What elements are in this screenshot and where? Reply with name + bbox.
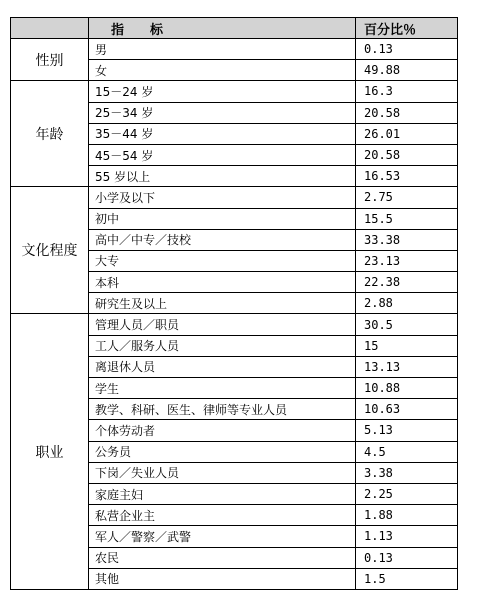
row-label: 大专	[89, 250, 356, 271]
table-row	[11, 39, 458, 60]
row-label: 高中／中专／技校	[89, 229, 356, 250]
row-label: 男	[89, 39, 356, 60]
header-category-cell	[11, 18, 89, 39]
header-row	[11, 18, 458, 39]
row-label: 25－34 岁	[89, 102, 356, 123]
row-label: 下岗／失业人员	[89, 462, 356, 483]
row-value: 23.13	[356, 250, 458, 271]
row-label: 公务员	[89, 441, 356, 462]
row-value: 3.38	[356, 462, 458, 483]
row-label: 家庭主妇	[89, 483, 356, 504]
row-value: 10.63	[356, 399, 458, 420]
row-value: 2.88	[356, 293, 458, 314]
row-value: 2.75	[356, 187, 458, 208]
row-label: 军人／警察／武警	[89, 526, 356, 547]
row-label: 工人／服务人员	[89, 335, 356, 356]
row-value: 30.5	[356, 314, 458, 335]
table-row	[11, 187, 458, 208]
row-value: 16.3	[356, 81, 458, 102]
row-label: 小学及以下	[89, 187, 356, 208]
row-label: 女	[89, 60, 356, 81]
table-row	[11, 81, 458, 102]
row-value: 10.88	[356, 378, 458, 399]
row-value: 4.5	[356, 441, 458, 462]
row-label: 农民	[89, 547, 356, 568]
row-value: 15.5	[356, 208, 458, 229]
row-value: 1.88	[356, 505, 458, 526]
row-value: 22.38	[356, 272, 458, 293]
row-value: 20.58	[356, 102, 458, 123]
row-label: 本科	[89, 272, 356, 293]
row-label: 35－44 岁	[89, 123, 356, 144]
row-label: 离退休人员	[89, 356, 356, 377]
row-label: 私营企业主	[89, 505, 356, 526]
group-label-gender: 性别	[11, 39, 89, 81]
row-label: 教学、科研、医生、律师等专业人员	[89, 399, 356, 420]
row-value: 20.58	[356, 144, 458, 165]
header-indicator: 指 标	[89, 18, 356, 39]
row-label: 初中	[89, 208, 356, 229]
row-label: 45－54 岁	[89, 144, 356, 165]
row-value: 26.01	[356, 123, 458, 144]
row-label: 55 岁以上	[89, 166, 356, 187]
row-value: 15	[356, 335, 458, 356]
row-value: 0.13	[356, 39, 458, 60]
group-label-occupation: 职业	[11, 314, 89, 590]
row-value: 0.13	[356, 547, 458, 568]
group-label-education: 文化程度	[11, 187, 89, 314]
row-value: 16.53	[356, 166, 458, 187]
statistics-table	[10, 17, 458, 590]
row-label: 管理人员／职员	[89, 314, 356, 335]
row-value: 33.38	[356, 229, 458, 250]
row-value: 49.88	[356, 60, 458, 81]
row-value: 5.13	[356, 420, 458, 441]
header-percent: 百分比％	[356, 18, 458, 39]
group-label-age: 年龄	[11, 81, 89, 187]
row-value: 1.13	[356, 526, 458, 547]
row-label: 学生	[89, 378, 356, 399]
row-label: 个体劳动者	[89, 420, 356, 441]
row-label: 15－24 岁	[89, 81, 356, 102]
row-value: 13.13	[356, 356, 458, 377]
table-row	[11, 314, 458, 335]
row-value: 1.5	[356, 568, 458, 589]
row-value: 2.25	[356, 483, 458, 504]
row-label: 其他	[89, 568, 356, 589]
row-label: 研究生及以上	[89, 293, 356, 314]
